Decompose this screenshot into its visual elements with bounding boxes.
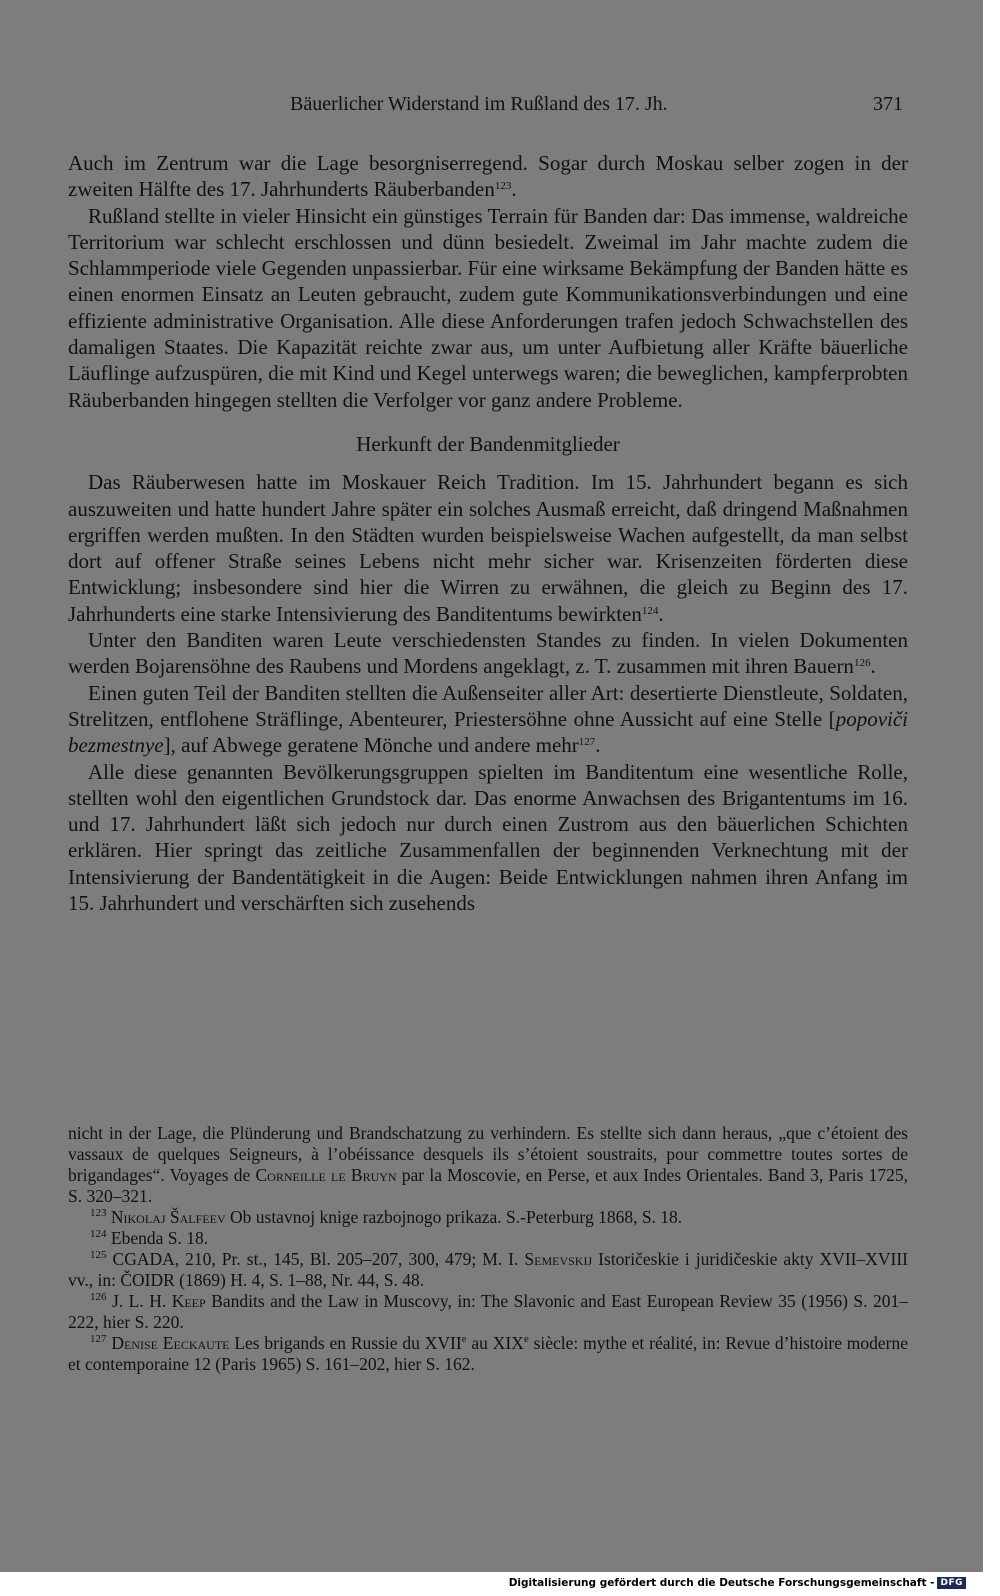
paragraph: Einen guten Teil der Banditen stellten die Außenseiter aller Art: desertierte Dienstleute, Soldaten, Strelitzen, entflohene Sträflinge, Abenteurer, Priestersöhne ohne Aussicht auf eine Stelle [popoviči bezmestnye], auf Abwege geratene Mönche und andere mehr$^{127}$. bbox=[68, 680, 908, 758]
footnote-ref[interactable]: 124 bbox=[641, 604, 659, 617]
running-title: Bäuerlicher Widerstand im Rußland des 17. Jh. bbox=[290, 93, 668, 115]
footnote-ref[interactable]: 126 bbox=[853, 657, 871, 670]
section-heading: Herkunft der Bandenmitglieder bbox=[356, 431, 620, 456]
paragraph: Unter den Banditen waren Leute verschiedensten Standes zu finden. In vielen Dokumenten werden Bojarensöhne des Raubens und Mordens angeklagt, z. T. zusammen mit ihren Bauern$^{126}$. bbox=[68, 628, 908, 679]
footnote-123: $^{123}$ Nikolaj Šalfeev Ob ustavnoj knige razbojnogo prikaza. S.-Peterburg 1868, S. 18. bbox=[90, 1207, 683, 1227]
digitization-credit bbox=[509, 1577, 966, 1589]
footnote-ref[interactable]: 123 bbox=[494, 180, 512, 193]
footnotes bbox=[68, 1123, 908, 1375]
footnote-127: $^{127}$ Denise Eeckaute Les brigands en Russie du XVIIe au XIXe siècle: mythe et réalité, in: Revue d’histoire moderne et contemporaine 12 (Paris 1965) S. 161–202, hier S. 162. bbox=[68, 1333, 909, 1374]
page-header bbox=[290, 93, 903, 123]
footnote-ref[interactable]: 127 bbox=[578, 736, 596, 749]
paragraph: Das Räuberwesen hatte im Moskauer Reich Tradition. Im 15. Jahrhundert begann es sich auszuweiten und hatte hundert Jahre später ein solches Ausmaß erreicht, daß dringend Maßnahmen ergriffen werden mußten. In den Städten wurden beispielsweise Wachen aufgestellt, da man selbst dort auf offener Straße seines Lebens nicht mehr sicher war. Krisenzeiten förderten diese Entwicklung; insbesondere sind hier die Wirren zu erwähnen, die gleich zu Beginn des 17. Jahrhunderts eine starke Intensivierung des Banditentums bewirkten$^{124}$. bbox=[68, 470, 908, 626]
footnote-126: $^{126}$ J. L. H. Keep Bandits and the Law in Muscovy, in: The Slavonic and East European Review 35 (1956) S. 201–222, hier S. 220. bbox=[68, 1291, 908, 1332]
credit-text: Digitalisierung gefördert durch die Deutsche Forschungsgemeinschaft - bbox=[508, 1577, 935, 1589]
footnote-124: $^{124}$ Ebenda S. 18. bbox=[90, 1228, 209, 1248]
main-text bbox=[68, 150, 908, 916]
footnote-continuation: nicht in der Lage, die Plünderung und Brandschatzung zu verhindern. Es stellte sich dann heraus, „que c’étoient des vassaux de quelques Seigneurs, à l’obéissance desquels ils s’étoient soustraits, pour commettre toutes sortes de brigandages“. Voyages de Corneille le Bruyn par la Moscovie, en Perse, et aux Indes Orientales. Band 3, Paris 1725, S. 320–321. bbox=[68, 1123, 908, 1206]
italic-term: popoviči bezmestnye bbox=[68, 706, 908, 758]
paragraph: Auch im Zentrum war die Lage besorgniserregend. Sogar durch Moskau selber zogen in der zweiten Hälfte des 17. Jahrhunderts Räuberbanden$^{123}$. bbox=[68, 151, 908, 202]
footnote-125: $^{125}$ CGADA, 210, Pr. st., 145, Bl. 205–207, 300, 479; M. I. Semevskij Istoričeskie i juridičeskie akty XVII–XVIII vv., in: ČOIDR (1869) H. 4, S. 1–88, Nr. 44, S. 48. bbox=[68, 1249, 908, 1290]
page-number: 371 bbox=[873, 93, 903, 115]
paragraph: Rußland stellte in vieler Hinsicht ein günstiges Terrain für Banden dar: Das immense, waldreiche Territorium war schlecht erschlossen und dünn besiedelt. Zweimal im Jahr machte zudem die Schlammperiode viele Gegenden unpassierbar. Für eine wirksame Bekämpfung der Banden hätte es einen enormen Einsatz an Leuten gebraucht, zudem gute Kommunikationsverbindungen und eine effiziente administrative Organisation. Alle diese Anforderungen trafen jedoch Schwachstellen des damaligen Staates. Die Kapazität reichte zwar aus, um unter Aufbietung aller Kräfte bäuerliche Läuflinge aufzuspüren, die mit Kind und Kegel unterwegs waren; die beweglichen, kampferprobten Räuberbanden hingegen stellten die Verfolger vor ganz andere Probleme. bbox=[68, 203, 908, 412]
paragraph: Alle diese genannten Bevölkerungsgruppen spielten im Banditentum eine wesentliche Rolle, stellten wohl den eigentlichen Grundstock dar. Das enorme Anwachsen des Brigantentums im 16. und 17. Jahrhundert läßt sich jedoch nur durch einen Zustrom aus den bäuerlichen Schichten erklären. Hier springt das zeitliche Zusammenfallen der beginnenden Verknechtung mit der Intensivierung der Bandentätigkeit in die Augen: Beide Entwicklungen nahmen ihren Anfang im 15. Jahrhundert und verschärften sich zusehends bbox=[68, 759, 908, 916]
dfg-logo-icon: DFG bbox=[937, 1577, 966, 1589]
